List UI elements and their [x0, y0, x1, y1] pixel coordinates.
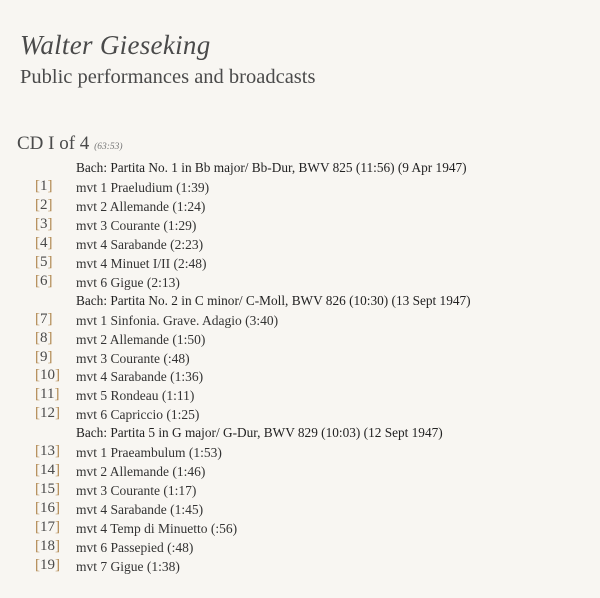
track-number [35, 273, 53, 290]
track-row [35, 349, 555, 368]
close-bracket: ] [55, 538, 60, 554]
work-title: Bach: Partita No. 1 in Bb major/ Bb-Dur, BWV 825 (11:56) (9 Apr 1947) [76, 160, 467, 175]
open-bracket: [ [35, 367, 40, 384]
close-bracket: ] [55, 519, 60, 536]
track-number-value: 12 [40, 405, 55, 422]
track-title: mvt 4 Sarabande (2:23) [76, 236, 204, 252]
close-bracket: ] [47, 177, 53, 194]
track-title: mvt 3 Courante (:48) [76, 350, 190, 366]
track-title: mvt 3 Courante (1:29) [76, 217, 197, 233]
track-title: mvt 2 Allemande (1:46) [76, 464, 206, 480]
track-title: mvt 1 Sinfonia. Grave. Adagio (3:40) [76, 312, 279, 328]
track-number-value: 4 [40, 234, 48, 251]
track-title: mvt 4 Sarabande (1:36) [76, 369, 204, 385]
track-row [35, 386, 555, 405]
track-number [35, 178, 53, 195]
track-number [35, 367, 60, 384]
track-row [35, 500, 555, 519]
track-title: mvt 6 Capriccio (1:25) [76, 407, 200, 423]
track-row [35, 254, 555, 273]
track-row [35, 311, 555, 330]
track-row [35, 481, 555, 500]
track-number-value: 3 [40, 215, 48, 232]
track-number [35, 349, 53, 366]
track-number [35, 235, 53, 252]
artist-name: Walter Gieseking [20, 30, 211, 60]
track-row [35, 557, 555, 576]
track-number [35, 538, 60, 555]
cd-duration: (63:53) [94, 142, 123, 152]
track-number-value: 5 [40, 253, 48, 270]
open-bracket: [ [35, 329, 40, 346]
close-bracket: ] [54, 386, 60, 403]
track-number-value: 17 [40, 519, 55, 536]
close-bracket: ] [55, 556, 60, 573]
open-bracket: [ [35, 443, 40, 460]
close-bracket: ] [47, 253, 53, 270]
track-number [35, 311, 53, 328]
track-title: mvt 4 Sarabande (1:45) [76, 502, 204, 518]
open-bracket: [ [35, 177, 40, 194]
track-title: mvt 1 Praeambulum (1:53) [76, 445, 222, 461]
track-row [35, 197, 555, 216]
track-title: mvt 2 Allemande (1:50) [76, 331, 206, 347]
open-bracket: [ [35, 462, 40, 479]
track-number-value: 15 [40, 481, 55, 498]
track-number-value: 1 [40, 177, 48, 194]
open-bracket: [ [35, 519, 40, 536]
open-bracket: [ [35, 556, 40, 573]
track-number-value: 6 [40, 272, 48, 289]
track-number-value: 8 [40, 329, 48, 346]
open-bracket: [ [35, 538, 40, 554]
track-title: mvt 3 Courante (1:17) [76, 483, 197, 499]
close-bracket: ] [55, 443, 60, 460]
track-row [35, 538, 555, 557]
track-row [35, 405, 555, 424]
open-bracket: [ [35, 253, 40, 270]
subtitle: Public performances and broadcasts [20, 66, 316, 88]
track-title: mvt 4 Temp di Minuetto (:56) [76, 521, 238, 537]
track-title: mvt 4 Minuet I/II (2:48) [76, 255, 207, 271]
open-bracket: [ [35, 348, 40, 365]
track-row [35, 519, 555, 538]
cd-title: CD I of 4 [17, 133, 90, 154]
track-number [35, 405, 60, 422]
close-bracket: ] [47, 310, 53, 327]
open-bracket: [ [35, 500, 40, 517]
track-row [35, 330, 555, 349]
open-bracket: [ [35, 196, 40, 213]
track-number [35, 557, 60, 574]
close-bracket: ] [55, 462, 60, 479]
track-number-value: 13 [40, 443, 55, 460]
open-bracket: [ [35, 310, 40, 327]
track-number-value: 14 [40, 462, 55, 479]
track-number [35, 481, 60, 498]
track-number-value: 7 [40, 310, 48, 327]
track-number [35, 519, 60, 536]
track-number [35, 462, 60, 479]
close-bracket: ] [55, 405, 60, 422]
cd-heading [17, 133, 123, 155]
track-title: mvt 2 Allemande (1:24) [76, 198, 206, 214]
open-bracket: [ [35, 405, 40, 422]
open-bracket: [ [35, 386, 40, 403]
track-row [35, 367, 555, 386]
track-number-value: 11 [40, 386, 55, 403]
close-bracket: ] [55, 367, 60, 384]
close-bracket: ] [47, 348, 53, 365]
track-title: mvt 1 Praeludium (1:39) [76, 179, 210, 195]
track-row [35, 443, 555, 462]
track-number-value: 18 [40, 538, 55, 554]
open-bracket: [ [35, 215, 40, 232]
track-number [35, 500, 60, 517]
close-bracket: ] [47, 234, 53, 251]
close-bracket: ] [47, 215, 53, 232]
track-number-value: 19 [40, 556, 55, 573]
track-row [35, 235, 555, 254]
track-number [35, 386, 59, 403]
track-row [35, 462, 555, 481]
track-number [35, 443, 60, 460]
close-bracket: ] [55, 481, 60, 498]
track-number-value: 2 [40, 196, 48, 213]
track-row [35, 273, 555, 292]
track-title: mvt 5 Rondeau (1:11) [76, 388, 195, 404]
track-number [35, 330, 53, 347]
track-row [35, 216, 555, 235]
track-title: mvt 6 Passepied (:48) [76, 540, 194, 555]
track-title: mvt 6 Gigue (2:13) [76, 274, 180, 290]
track-number [35, 254, 53, 271]
open-bracket: [ [35, 234, 40, 251]
close-bracket: ] [47, 329, 53, 346]
work-title: Bach: Partita No. 2 in C minor/ C-Moll, BWV 826 (10:30) (13 Sept 1947) [76, 292, 471, 308]
close-bracket: ] [47, 196, 53, 213]
track-number [35, 197, 53, 214]
track-number-value: 16 [40, 500, 55, 517]
track-title: mvt 7 Gigue (1:38) [76, 558, 180, 574]
close-bracket: ] [47, 272, 53, 289]
close-bracket: ] [55, 500, 60, 517]
track-number [35, 216, 53, 233]
open-bracket: [ [35, 272, 40, 289]
track-number-value: 10 [40, 367, 55, 384]
work-title: Bach: Partita 5 in G major/ G-Dur, BWV 829 (10:03) (12 Sept 1947) [76, 425, 443, 441]
track-row [35, 178, 555, 197]
track-number-value: 9 [40, 348, 48, 365]
open-bracket: [ [35, 481, 40, 498]
